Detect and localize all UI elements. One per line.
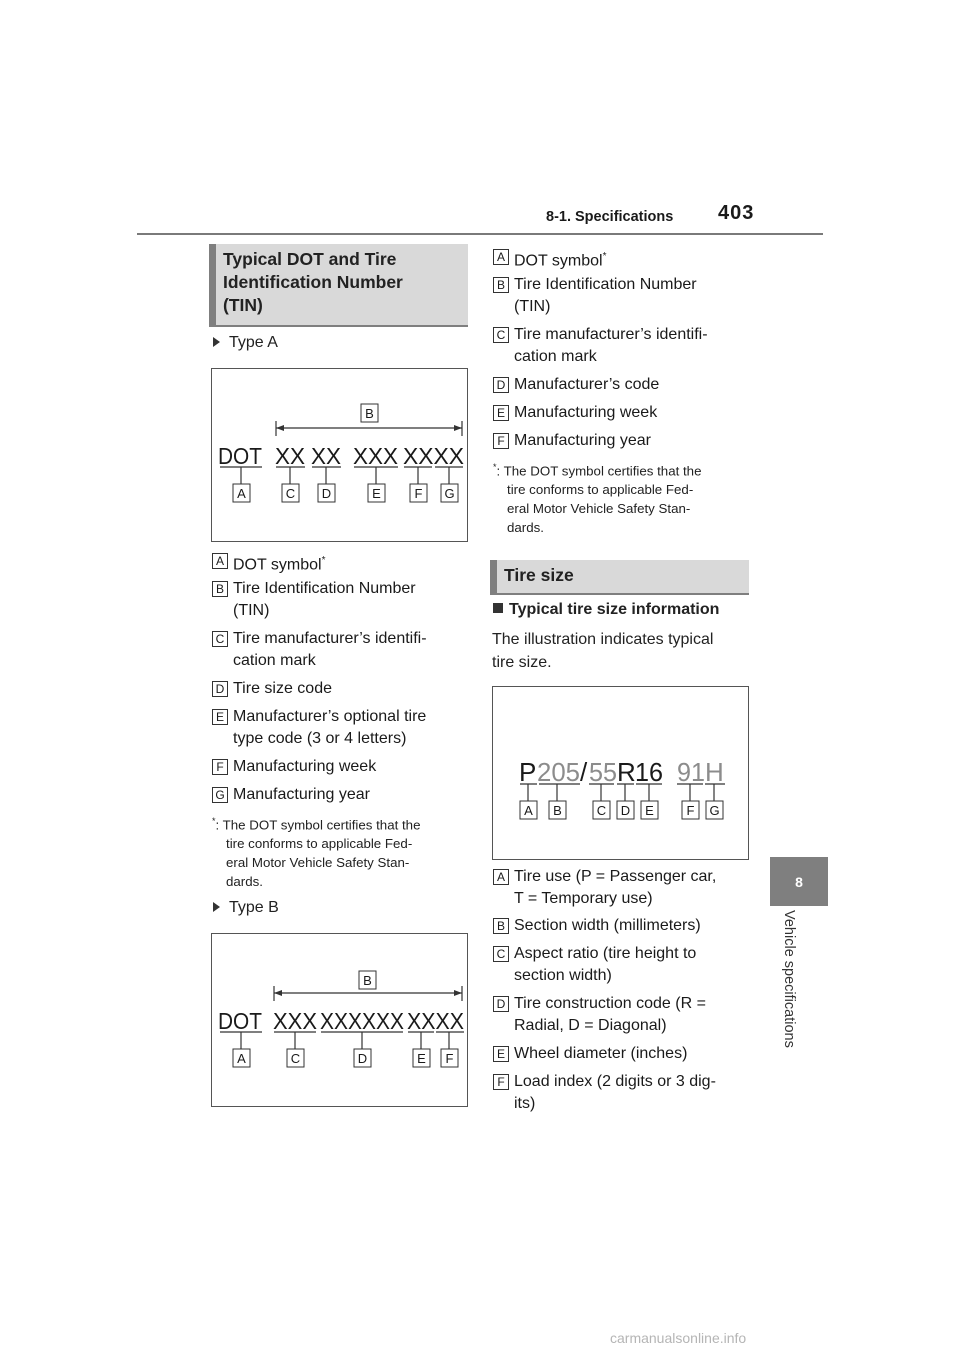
footnote-text: tire conforms to applicable Fed- bbox=[507, 482, 694, 498]
footnote-text: tire conforms to applicable Fed- bbox=[226, 836, 413, 852]
legend-letter: A bbox=[493, 869, 509, 885]
legend-text: its) bbox=[514, 1095, 536, 1112]
legend-text: DOT symbol bbox=[233, 556, 322, 574]
figure-code-part: XXXXXX bbox=[320, 1008, 404, 1034]
footnote-text: dards. bbox=[507, 520, 544, 536]
legend-text: Section width (millimeters) bbox=[514, 917, 701, 934]
type-b-label bbox=[213, 899, 279, 917]
type-a-footnote bbox=[212, 812, 467, 891]
figure-callout-b: B bbox=[365, 406, 374, 421]
legend-text: section width) bbox=[514, 967, 612, 984]
tire-size-heading bbox=[490, 560, 749, 595]
legend-text: Radial, D = Diagonal) bbox=[514, 1017, 667, 1034]
header-rule bbox=[137, 233, 823, 235]
legend-text: DOT symbol bbox=[514, 252, 603, 270]
type-a-figure bbox=[211, 368, 468, 542]
figure-code-part: XXXX bbox=[403, 443, 464, 469]
legend-text: Manufacturing week bbox=[514, 404, 658, 421]
footnote-marker: * bbox=[493, 462, 497, 472]
arrow-right-icon bbox=[213, 337, 220, 347]
figure-callout: F bbox=[414, 486, 423, 501]
figure-callout: F bbox=[445, 1051, 454, 1066]
legend-item bbox=[212, 550, 326, 576]
intro-line: tire size. bbox=[492, 654, 552, 671]
chapter-tab[interactable] bbox=[770, 857, 828, 906]
legend-letter: D bbox=[212, 681, 228, 697]
legend-text: Tire size code bbox=[233, 680, 332, 697]
chapter-label-text: Vehicle specifications bbox=[781, 910, 797, 1048]
footnote-text: eral Motor Vehicle Safety Stan- bbox=[507, 501, 691, 517]
legend-text: Wheel diameter (inches) bbox=[514, 1045, 688, 1062]
intro-line: The illustration indicates typical bbox=[492, 631, 714, 648]
figure-callout: F bbox=[686, 803, 695, 818]
figure-callout: A bbox=[524, 803, 533, 818]
figure-callout: A bbox=[237, 1051, 246, 1066]
footnote-marker: * bbox=[212, 816, 216, 826]
legend-letter: A bbox=[493, 249, 509, 265]
legend-item bbox=[493, 1043, 687, 1065]
legend-item bbox=[493, 430, 651, 452]
figure-callout-b: B bbox=[363, 973, 372, 988]
square-bullet-icon bbox=[493, 603, 503, 613]
legend-item bbox=[212, 756, 376, 778]
legend-letter: F bbox=[493, 433, 509, 449]
legend-text: Tire manufacturer’s identifi- bbox=[233, 630, 427, 647]
tire-size-intro bbox=[492, 628, 713, 674]
legend-item bbox=[493, 866, 716, 910]
size-part-speed: H bbox=[705, 757, 724, 787]
legend-text: T = Temporary use) bbox=[514, 890, 653, 907]
tin-heading bbox=[209, 244, 468, 327]
figure-callout: G bbox=[709, 803, 720, 818]
figure-callout: D bbox=[620, 803, 631, 818]
figure-callout: D bbox=[321, 486, 332, 501]
legend-letter: B bbox=[212, 581, 228, 597]
legend-letter: D bbox=[493, 377, 509, 393]
legend-item bbox=[212, 578, 416, 622]
legend-letter: B bbox=[493, 277, 509, 293]
legend-item bbox=[493, 274, 697, 318]
figure-code-part: XXXX bbox=[407, 1008, 464, 1034]
size-part-load: 91 bbox=[677, 757, 705, 787]
tin-heading-line: Identification Number bbox=[223, 272, 403, 292]
type-b-figure bbox=[211, 933, 468, 1107]
size-part-aspect: 55 bbox=[589, 757, 617, 787]
legend-letter: F bbox=[493, 1074, 509, 1090]
legend-item bbox=[493, 915, 701, 937]
legend-letter: G bbox=[212, 787, 228, 803]
type-a-label bbox=[213, 334, 278, 352]
figure-code-dot: DOT bbox=[218, 443, 262, 469]
legend-letter: F bbox=[212, 759, 228, 775]
footnote-text: : The DOT symbol certifies that the bbox=[496, 463, 702, 479]
legend-letter: C bbox=[212, 631, 228, 647]
figure-code-dot: DOT bbox=[218, 1008, 262, 1034]
figure-code-part: XXX bbox=[353, 443, 398, 469]
footnote-marker: * bbox=[321, 555, 326, 566]
legend-item bbox=[212, 628, 427, 672]
figure-callout: D bbox=[357, 1051, 368, 1066]
size-part-p: P bbox=[519, 757, 537, 787]
tin-heading-line: Typical DOT and Tire bbox=[223, 249, 397, 269]
legend-text: Manufacturing week bbox=[233, 758, 377, 775]
legend-text: type code (3 or 4 letters) bbox=[233, 730, 407, 747]
legend-letter: A bbox=[212, 553, 228, 569]
page-number: 403 bbox=[718, 202, 755, 224]
legend-item bbox=[212, 706, 426, 750]
footnote-text: : The DOT symbol certifies that the bbox=[215, 817, 421, 833]
legend-letter: D bbox=[493, 996, 509, 1012]
figure-callout: E bbox=[645, 803, 654, 818]
figure-callout: C bbox=[290, 1051, 301, 1066]
legend-text: Manufacturer’s optional tire bbox=[233, 708, 427, 725]
legend-item bbox=[212, 784, 370, 806]
legend-item bbox=[493, 246, 607, 272]
tire-size-figure bbox=[492, 686, 749, 860]
size-part-width: 205 bbox=[537, 757, 580, 787]
tin-heading-line: (TIN) bbox=[223, 295, 263, 315]
figure-callout: A bbox=[237, 486, 246, 501]
figure-callout: C bbox=[285, 486, 296, 501]
legend-item bbox=[493, 943, 696, 987]
legend-item bbox=[493, 402, 657, 424]
footnote-marker: * bbox=[602, 251, 607, 262]
footnote-text: eral Motor Vehicle Safety Stan- bbox=[226, 855, 410, 871]
arrow-right-icon bbox=[213, 902, 220, 912]
legend-letter: E bbox=[493, 1046, 509, 1062]
size-part-construction: R bbox=[617, 757, 636, 787]
legend-item bbox=[493, 993, 706, 1037]
legend-text: Manufacturing year bbox=[514, 432, 651, 449]
legend-text: Tire Identification Number bbox=[514, 276, 697, 293]
figure-code-part: XX bbox=[275, 443, 305, 469]
legend-letter: E bbox=[493, 405, 509, 421]
figure-callout: E bbox=[372, 486, 381, 501]
size-part-slash: / bbox=[580, 757, 588, 787]
legend-text: Manufacturer’s code bbox=[514, 376, 660, 393]
tire-size-heading-text: Tire size bbox=[504, 565, 574, 585]
figure-callout: G bbox=[444, 486, 455, 501]
figure-code-part: XX bbox=[311, 443, 341, 469]
legend-letter: C bbox=[493, 946, 509, 962]
figure-callout: C bbox=[596, 803, 607, 818]
figure-callout: E bbox=[417, 1051, 426, 1066]
legend-text: cation mark bbox=[233, 652, 316, 669]
legend-text: (TIN) bbox=[514, 298, 551, 315]
type-a-label-text: Type A bbox=[229, 334, 278, 351]
footnote-text: dards. bbox=[226, 874, 263, 890]
type-b-footnote bbox=[493, 458, 753, 537]
size-part-diameter: 16 bbox=[635, 757, 663, 787]
tire-size-subheading-text: Typical tire size information bbox=[509, 601, 720, 618]
legend-text: Manufacturing year bbox=[233, 786, 370, 803]
legend-text: Tire manufacturer’s identifi- bbox=[514, 326, 708, 343]
type-b-label-text: Type B bbox=[229, 899, 279, 916]
legend-text: Tire Identification Number bbox=[233, 580, 416, 597]
legend-item bbox=[493, 1071, 716, 1115]
chapter-label bbox=[781, 910, 801, 1140]
legend-item bbox=[212, 678, 332, 700]
legend-letter: B bbox=[493, 918, 509, 934]
legend-item bbox=[493, 324, 708, 368]
legend-letter: C bbox=[493, 327, 509, 343]
legend-text: Tire use (P = Passenger car, bbox=[514, 868, 717, 885]
legend-item bbox=[493, 374, 659, 396]
figure-code-part: XXX bbox=[273, 1008, 317, 1034]
watermark: carmanualsonline.info bbox=[610, 1330, 747, 1346]
legend-text: Load index (2 digits or 3 dig- bbox=[514, 1073, 716, 1090]
section-title: 8-1. Specifications bbox=[546, 209, 674, 225]
legend-text: cation mark bbox=[514, 348, 597, 365]
legend-text: Tire construction code (R = bbox=[514, 995, 706, 1012]
chapter-number: 8 bbox=[795, 873, 803, 890]
figure-callout: B bbox=[553, 803, 562, 818]
tire-size-subheading bbox=[493, 601, 719, 619]
legend-letter: E bbox=[212, 709, 228, 725]
legend-text: Aspect ratio (tire height to bbox=[514, 945, 697, 962]
legend-text: (TIN) bbox=[233, 602, 270, 619]
